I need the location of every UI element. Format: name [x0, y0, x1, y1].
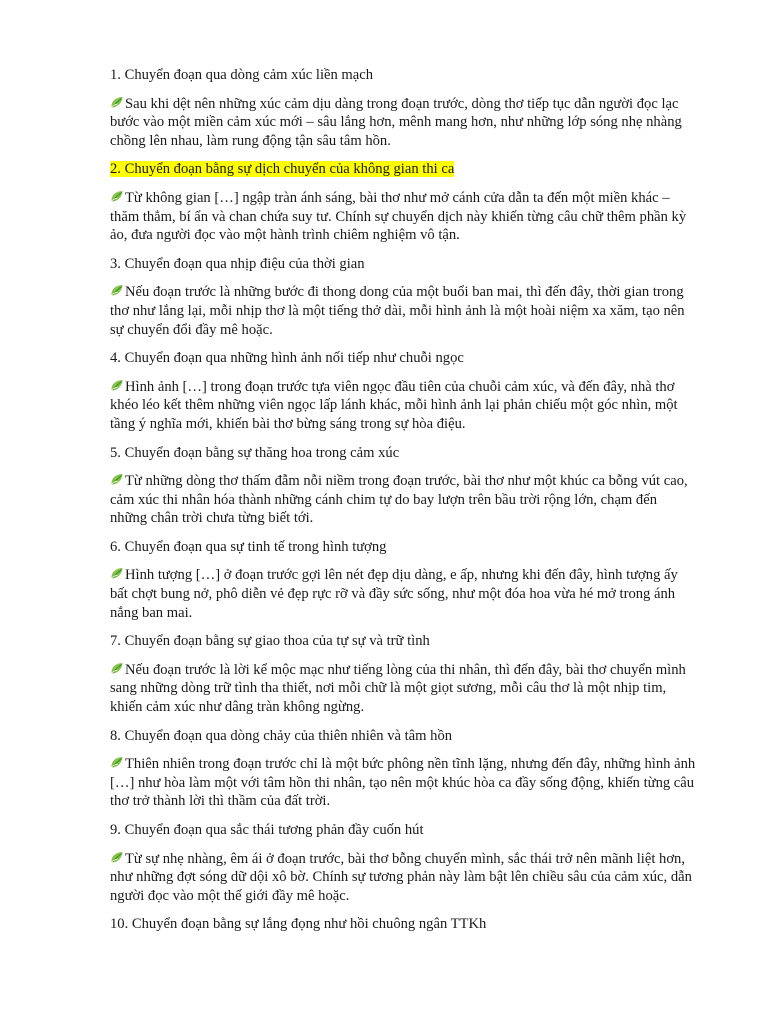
- section-heading: [110, 632, 696, 651]
- leaf-bullet-icon: [110, 96, 124, 109]
- section-heading: [110, 727, 696, 746]
- section-paragraph: [110, 850, 696, 906]
- section-heading: [110, 915, 696, 934]
- section-heading-text: 5. Chuyển đoạn bằng sự thăng hoa trong cảm xúc: [110, 444, 400, 461]
- section-heading: [110, 444, 696, 463]
- section-paragraph: [110, 566, 696, 622]
- section-paragraph: [110, 378, 696, 434]
- leaf-bullet-icon: [110, 567, 124, 580]
- section-paragraph-text: Nếu đoạn trước là những bước đi thong dong của một buổi ban mai, thì đến đây, thời gian trong thơ như lắng lại, mỗi nhịp thơ là một tiếng thở dài, mỗi hình ảnh là một hoài niệm xa xăm, tạo nên sự chuyển đổi đầy mê hoặc.: [110, 284, 685, 338]
- leaf-bullet-icon: [110, 190, 124, 203]
- section-heading-text: 9. Chuyển đoạn qua sắc thái tương phản đầy cuốn hút: [110, 822, 424, 838]
- section-paragraph-text: Sau khi dệt nên những xúc cảm dịu dàng trong đoạn trước, dòng thơ tiếp tục dẫn người đọc lạc bước vào một miền cảm xúc mới – sâu lắng hơn, mênh mang hơn, như những lớp sóng nhẹ nhàng chồng lên nhau, làm rung động tận sâu tâm hồn.: [110, 95, 682, 149]
- section-heading: [110, 538, 696, 557]
- section-paragraph: [110, 661, 696, 717]
- section-heading: [110, 255, 696, 274]
- document-body: [110, 66, 696, 944]
- section-paragraph: [110, 755, 696, 811]
- section-paragraph: [110, 283, 696, 339]
- section-heading: [110, 160, 696, 179]
- leaf-bullet-icon: [110, 379, 124, 392]
- section-heading: [110, 821, 696, 840]
- section-heading-text: 8. Chuyển đoạn qua dòng chảy của thiên nhiên và tâm hồn: [110, 727, 453, 744]
- section-paragraph: [110, 95, 696, 151]
- leaf-bullet-icon: [110, 473, 124, 486]
- section-heading-text: 4. Chuyển đoạn qua những hình ảnh nối tiếp như chuỗi ngọc: [110, 350, 464, 367]
- section-heading-text: 1. Chuyển đoạn qua dòng cảm xúc liền mạch: [110, 67, 374, 83]
- section-paragraph-text: Hình tượng […] ở đoạn trước gợi lên nét đẹp dịu dàng, e ấp, nhưng khi đến đây, hình tượng ấy bất chợt bung nở, phô diễn vẻ đẹp rực rỡ và đầy sức sống, như một đóa hoa vừa hé mở trong ánh nắng ban mai.: [110, 567, 678, 621]
- section-paragraph-text: Từ sự nhẹ nhàng, êm ái ở đoạn trước, bài thơ bỗng chuyển mình, sắc thái trở nên mãnh liệt hơn, như những đợt sóng dữ dội xô bờ. Chính sự tương phản này làm bật lên chiều sâu của cảm xúc, dẫn người đọc vào một thế giới đầy mê hoặc.: [110, 850, 692, 904]
- leaf-bullet-icon: [110, 662, 124, 675]
- section-paragraph-text: Nếu đoạn trước là lời kể mộc mạc như tiếng lòng của thi nhân, thì đến đây, bài thơ chuyển mình sang những dòng trữ tình tha thiết, nơi mỗi chữ là một giọt sương, mỗi câu thơ là một nhịp tim, khiến cảm xúc như dâng tràn không ngừng.: [110, 661, 686, 716]
- section-heading-text: 7. Chuyển đoạn bằng sự giao thoa của tự sự và trữ tình: [110, 633, 430, 650]
- section-paragraph-text: Từ những dòng thơ thấm đẫm nỗi niềm trong đoạn trước, bài thơ như một khúc ca bỗng vút cao, cảm xúc thi nhân hóa thành những cánh chim tự do bay lượn trên bầu trời rộng lớn, chạm đến những chân trời chưa từng biết tới.: [110, 473, 688, 527]
- leaf-bullet-icon: [110, 284, 124, 297]
- section-heading-text: 6. Chuyển đoạn qua sự tinh tế trong hình tượng: [110, 538, 387, 555]
- leaf-bullet-icon: [110, 756, 124, 769]
- section-heading-text: 10. Chuyển đoạn bằng sự lắng đọng như hồi chuông ngân TTKh: [110, 916, 487, 933]
- section-heading-text: 2. Chuyển đoạn bằng sự dịch chuyển của không gian thi ca: [110, 161, 455, 178]
- section-heading: [110, 349, 696, 368]
- section-paragraph-text: Thiên nhiên trong đoạn trước chỉ là một bức phông nền tĩnh lặng, nhưng đến đây, những hình ảnh […] như hòa làm một với tâm hồn thi nhân, tạo nên một khúc hòa ca đầy sống động, khiến từng câu thơ trở thành lời thì thầm của đất trời.: [110, 756, 696, 810]
- leaf-bullet-icon: [110, 851, 124, 864]
- section-paragraph: [110, 472, 696, 528]
- section-paragraph: [110, 189, 696, 245]
- section-heading-text: 3. Chuyển đoạn qua nhịp điệu của thời gian: [110, 255, 365, 272]
- section-paragraph-text: Hình ảnh […] trong đoạn trước tựa viên ngọc đầu tiên của chuỗi cảm xúc, và đến đây, nhà thơ khéo léo kết thêm những viên ngọc lấp lánh khác, mỗi hình ảnh lại phản chiếu một góc nhìn, một tầng ý nghĩa mới, khiến bài thơ bừng sáng trong sự hòa điệu.: [110, 378, 678, 432]
- section-paragraph-text: Từ không gian […] ngập tràn ánh sáng, bài thơ như mở cánh cửa dẫn ta đến một miền khác – thăm thẳm, bí ẩn và chan chứa suy tư. Chính sự chuyển dịch này khiến từng câu chữ thêm phần kỳ ảo, đưa người đọc vào một hành trình chiêm nghiệm vô tận.: [110, 189, 687, 244]
- section-heading: [110, 66, 696, 85]
